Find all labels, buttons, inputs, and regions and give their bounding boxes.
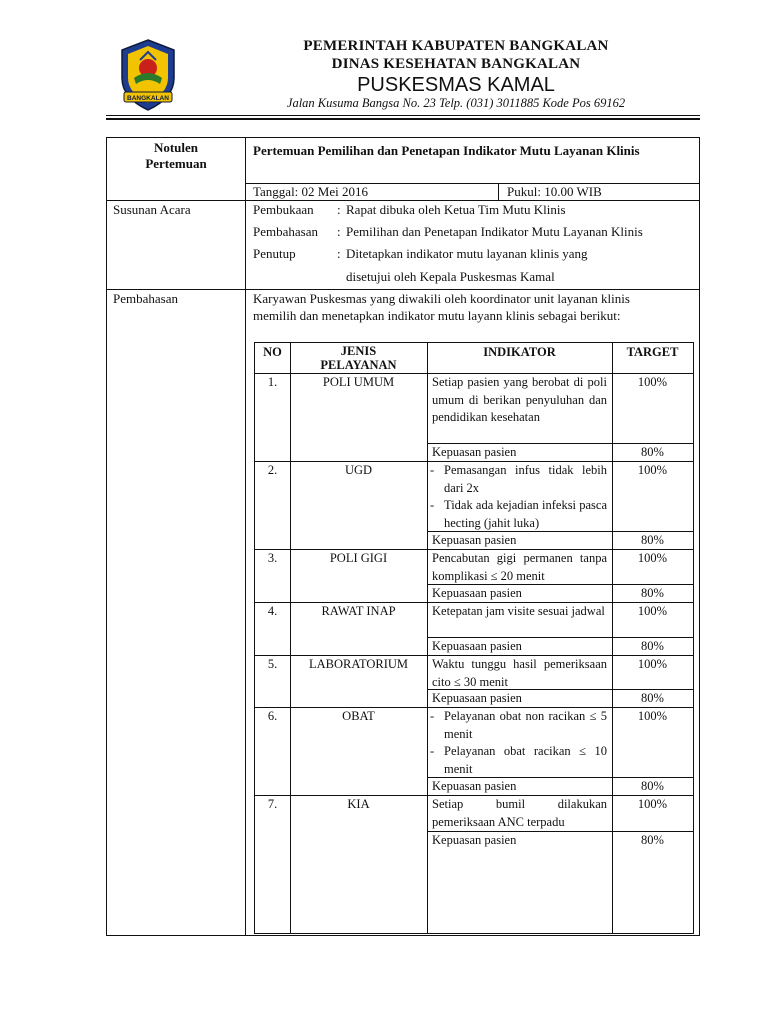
- row3-kepuasan: Kepuasaan pasien: [432, 586, 522, 600]
- row2-no: 2.: [267, 463, 278, 477]
- header-rule-thin: [106, 115, 700, 116]
- acara-text-penutup-cont: disetujui oleh Kepala Puskesmas Kamal: [346, 269, 555, 284]
- acara-text-pembukaan: Rapat dibuka oleh Ketua Tim Mutu Klinis: [346, 202, 566, 217]
- row6-indikator-1: Pelayanan obat non racikan ≤ 5 menit: [444, 709, 607, 741]
- row6-indikator-2: Pelayanan obat racikan ≤ 10 menit: [444, 744, 607, 776]
- row5-kepuasan: Kepuasaan pasien: [432, 691, 522, 705]
- row6-bullet-1-dash: -: [430, 709, 435, 723]
- logo-label: BANGKALAN: [127, 95, 169, 102]
- row2-kepuasan: Kepuasan pasien: [432, 533, 517, 547]
- notulen-label: Notulen Pertemuan: [145, 140, 207, 171]
- row2-bullet-1-dash: -: [430, 463, 435, 477]
- row7-kepuasan: Kepuasan pasien: [432, 833, 517, 847]
- bangkalan-emblem-logo: [116, 38, 180, 112]
- row-rule-pembahasan: [107, 289, 699, 290]
- date-time-divider: [498, 183, 499, 200]
- row2-indikator-1: Pemasangan infus tidak lebih dari 2x: [444, 463, 607, 495]
- row6-bullet-2-dash: -: [430, 744, 435, 758]
- row5-indikator: Waktu tunggu hasil pemeriksaan cito ≤ 30 menit: [432, 657, 607, 689]
- row4-no: 4.: [267, 604, 278, 618]
- row4-kepuasan-target: 80%: [641, 639, 664, 653]
- pembahasan-label: Pembahasan: [113, 291, 178, 306]
- row3-indikator: Pencabutan gigi permanen tanpa komplikasi ≤ 20 menit: [432, 551, 607, 583]
- meeting-time: Pukul: 10.00 WIB: [507, 184, 602, 199]
- row4-indikator: Ketepatan jam visite sesuai jadwal: [432, 604, 605, 618]
- row3-kepuasan-target: 80%: [641, 586, 664, 600]
- row1-jenis: POLI UMUM: [322, 375, 395, 389]
- indikator-table: [254, 342, 694, 934]
- meeting-date: Tanggal: 02 Mei 2016: [253, 184, 368, 199]
- kop-puskesmas: PUSKESMAS KAMAL: [357, 74, 555, 96]
- header-rule-thick: [106, 118, 700, 120]
- row5-kepuasan-target: 80%: [641, 691, 664, 705]
- kop-address: Jalan Kusuma Bangsa No. 23 Telp. (031) 3011885 Kode Pos 69162: [286, 96, 626, 110]
- col-line-no: [290, 343, 291, 933]
- acara-text-penutup: Ditetapkan indikator mutu layanan klinis yang: [346, 246, 588, 261]
- acara-sep: :: [337, 202, 341, 217]
- acara-text-pembahasan: Pemilihan dan Penetapan Indikator Mutu Layanan Klinis: [346, 224, 643, 239]
- acara-key-pembukaan: Pembukaan: [253, 202, 314, 217]
- meeting-title: Pertemuan Pemilihan dan Penetapan Indikator Mutu Layanan Klinis: [253, 143, 640, 158]
- th-target: TARGET: [626, 345, 679, 359]
- row6-no: 6.: [267, 709, 278, 723]
- row5-target: 100%: [637, 657, 668, 671]
- th-no: NO: [263, 345, 282, 359]
- row7-jenis: KIA: [347, 797, 370, 811]
- row6-kepuasan: Kepuasan pasien: [432, 779, 517, 793]
- row1-no: 1.: [267, 375, 278, 389]
- row3-target: 100%: [637, 551, 668, 565]
- row4-kepuasan: Kepuasaan pasien: [432, 639, 522, 653]
- row7-kepuasan-target: 80%: [641, 833, 664, 847]
- row7-no: 7.: [267, 797, 278, 811]
- row1-kepuasan: Kepuasan pasien: [432, 445, 517, 459]
- row1-target: 100%: [637, 375, 668, 389]
- acara-sep: :: [337, 246, 341, 261]
- row2-bullet-2-dash: -: [430, 498, 435, 512]
- row2-kepuasan-target: 80%: [641, 533, 664, 547]
- row2-indikator-2: Tidak ada kejadian infeksi pasca hecting (jahit luka): [444, 498, 607, 530]
- row6-kepuasan-target: 80%: [641, 779, 664, 793]
- row4-target: 100%: [637, 604, 668, 618]
- col-line-jenis: [427, 343, 428, 933]
- row7-indikator: Setiap bumil dilakukan pemeriksaan ANC terpadu: [432, 797, 607, 829]
- row6-jenis: OBAT: [342, 709, 375, 723]
- th-jenis: JENIS PELAYANAN: [320, 344, 397, 372]
- row3-no: 3.: [267, 551, 278, 565]
- row-rule-acara: [107, 200, 699, 201]
- row5-no: 5.: [267, 657, 278, 671]
- pembahasan-intro-1: Karyawan Puskesmas yang diwakili oleh koordinator unit layanan klinis: [253, 291, 630, 306]
- acara-label: Susunan Acara: [113, 202, 191, 217]
- row3-jenis: POLI GIGI: [329, 551, 388, 565]
- acara-sep: :: [337, 224, 341, 239]
- column-divider: [245, 138, 246, 935]
- row2-target: 100%: [637, 463, 668, 477]
- th-indikator: INDIKATOR: [483, 345, 556, 359]
- row2-jenis: UGD: [344, 463, 373, 477]
- row1-kepuasan-target: 80%: [641, 445, 664, 459]
- acara-key-penutup: Penutup: [253, 246, 296, 261]
- pembahasan-intro-2: memilih dan menetapkan indikator mutu layann klinis sebagai berikut:: [253, 308, 621, 323]
- row7-target: 100%: [637, 797, 668, 811]
- row6-target: 100%: [637, 709, 668, 723]
- kop-pemerintah: PEMERINTAH KABUPATEN BANGKALAN: [303, 38, 609, 54]
- acara-key-pembahasan: Pembahasan: [253, 224, 318, 239]
- row5-jenis: LABORATORIUM: [308, 657, 409, 671]
- row4-jenis: RAWAT INAP: [321, 604, 396, 618]
- kop-dinas: DINAS KESEHATAN BANGKALAN: [331, 56, 581, 72]
- row1-indikator: Setiap pasien yang berobat di poli umum di berikan penyuluhan dan pendidikan kesehatan: [432, 375, 607, 424]
